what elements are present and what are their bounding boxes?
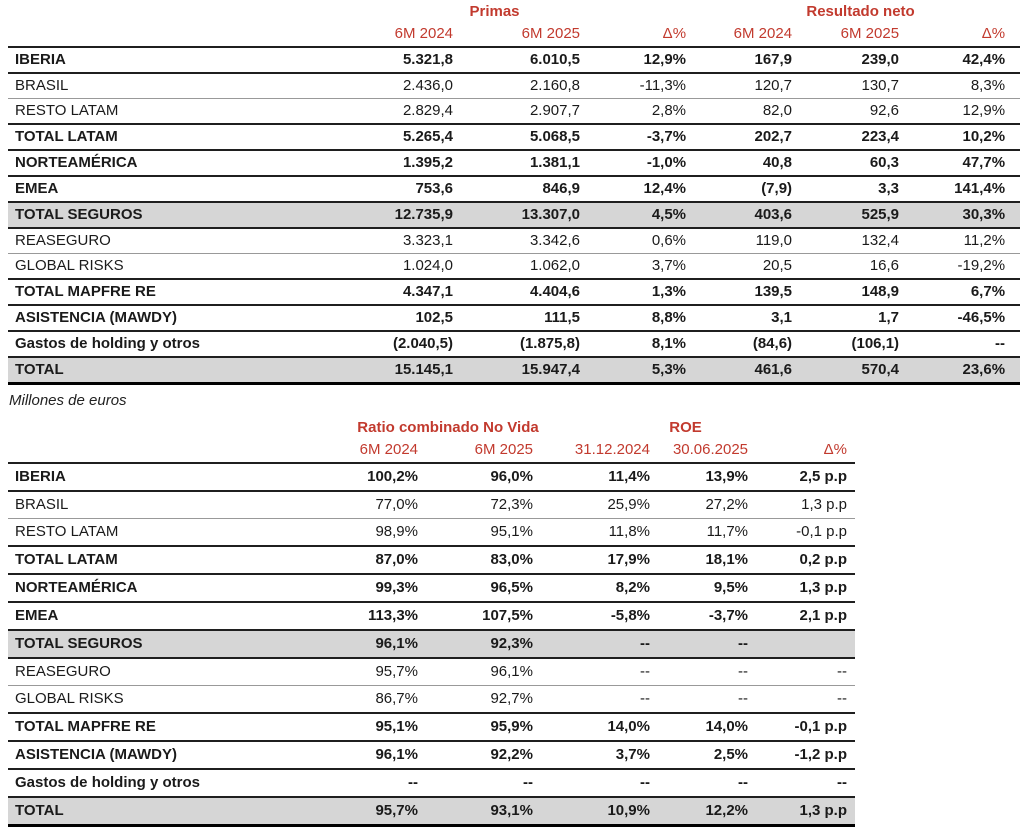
- value-cell: 14,0%: [548, 713, 665, 741]
- table-row-brasil: [8, 491, 855, 519]
- table-row-emea: [8, 602, 855, 630]
- row-label-column-header: [8, 438, 288, 463]
- table-row-gastos-de-holding-y-otros: [8, 331, 1020, 357]
- value-cell: 2,5 p.p: [763, 463, 855, 491]
- value-cell: 40,8: [701, 150, 807, 176]
- value-cell: 1.381,1: [468, 150, 595, 176]
- table-row-brasil: [8, 73, 1020, 99]
- value-cell: 86,7%: [288, 686, 433, 714]
- table-row-total: [8, 797, 855, 826]
- value-cell: 2.160,8: [468, 73, 595, 99]
- value-cell: 102,5: [288, 305, 468, 331]
- value-cell: --: [763, 686, 855, 714]
- value-cell: --: [548, 658, 665, 686]
- value-cell: 5.068,5: [468, 124, 595, 150]
- value-cell: -1,2 p.p: [763, 741, 855, 769]
- value-cell: 4.404,6: [468, 279, 595, 305]
- value-cell: 3,7%: [595, 254, 701, 280]
- value-cell: 141,4%: [914, 176, 1020, 202]
- column-header-6m-2025: 6M 2025: [468, 22, 595, 47]
- empty-group-header: [8, 418, 288, 438]
- value-cell: 47,7%: [914, 150, 1020, 176]
- value-cell: (7,9): [701, 176, 807, 202]
- value-cell: 6,7%: [914, 279, 1020, 305]
- value-cell: --: [665, 630, 763, 658]
- value-cell: 92,6: [807, 99, 914, 125]
- value-cell: 1,7: [807, 305, 914, 331]
- value-cell: 96,1%: [288, 741, 433, 769]
- table-row-resto-latam: [8, 99, 1020, 125]
- value-cell: 12,4%: [595, 176, 701, 202]
- row-label: EMEA: [8, 176, 288, 202]
- value-cell: 0,6%: [595, 228, 701, 254]
- value-cell: 92,2%: [433, 741, 548, 769]
- ratio-combinado-roe-table: [8, 418, 855, 827]
- value-cell: 3,7%: [548, 741, 665, 769]
- value-cell: --: [433, 769, 548, 797]
- value-cell: 15.145,1: [288, 357, 468, 384]
- row-label: EMEA: [8, 602, 288, 630]
- value-cell: 223,4: [807, 124, 914, 150]
- column-header-row: [8, 438, 855, 463]
- value-cell: 77,0%: [288, 491, 433, 519]
- value-cell: 12,9%: [914, 99, 1020, 125]
- empty-group-header: [8, 2, 288, 22]
- column-header-30-06-2025: 30.06.2025: [665, 438, 763, 463]
- row-label: ASISTENCIA (MAWDY): [8, 305, 288, 331]
- table-row-iberia: [8, 47, 1020, 73]
- value-cell: 11,4%: [548, 463, 665, 491]
- table-row-norteamerica: [8, 150, 1020, 176]
- row-label-column-header: [8, 22, 288, 47]
- value-cell: 3.323,1: [288, 228, 468, 254]
- value-cell: 111,5: [468, 305, 595, 331]
- primas-group-header: [288, 2, 701, 22]
- value-cell: 2,1 p.p: [763, 602, 855, 630]
- value-cell: 13,9%: [665, 463, 763, 491]
- value-cell: 18,1%: [665, 546, 763, 574]
- value-cell: 5.321,8: [288, 47, 468, 73]
- table-row-reaseguro: [8, 658, 855, 686]
- empty-group-header: [763, 418, 855, 438]
- group-header-label: Ratio combinado No Vida: [357, 419, 539, 436]
- table-row-total-seguros: [8, 630, 855, 658]
- value-cell: --: [548, 630, 665, 658]
- row-label: TOTAL LATAM: [8, 124, 288, 150]
- value-cell: -11,3%: [595, 73, 701, 99]
- value-cell: 148,9: [807, 279, 914, 305]
- value-cell: --: [763, 769, 855, 797]
- row-label: TOTAL MAPFRE RE: [8, 279, 288, 305]
- value-cell: 1,3 p.p: [763, 491, 855, 519]
- value-cell: 17,9%: [548, 546, 665, 574]
- value-cell: 23,6%: [914, 357, 1020, 384]
- value-cell: 3,1: [701, 305, 807, 331]
- table-row-total-seguros: [8, 202, 1020, 228]
- value-cell: 15.947,4: [468, 357, 595, 384]
- value-cell: 11,2%: [914, 228, 1020, 254]
- value-cell: 1.395,2: [288, 150, 468, 176]
- value-cell: 3.342,6: [468, 228, 595, 254]
- row-label: NORTEAMÉRICA: [8, 150, 288, 176]
- table-row-iberia: [8, 463, 855, 491]
- value-cell: 461,6: [701, 357, 807, 384]
- table-row-global-risks: [8, 686, 855, 714]
- value-cell: 8,1%: [595, 331, 701, 357]
- row-label: TOTAL LATAM: [8, 546, 288, 574]
- row-label: Gastos de holding y otros: [8, 331, 288, 357]
- primas-resultado-neto-table: [8, 2, 1020, 385]
- table-row-total-mapfre-re: [8, 279, 1020, 305]
- value-cell: 6.010,5: [468, 47, 595, 73]
- row-label: REASEGURO: [8, 658, 288, 686]
- value-cell: 92,3%: [433, 630, 548, 658]
- value-cell: 99,3%: [288, 574, 433, 602]
- column-header-31-12-2024: 31.12.2024: [548, 438, 665, 463]
- value-cell: 87,0%: [288, 546, 433, 574]
- value-cell: 2.829,4: [288, 99, 468, 125]
- value-cell: 16,6: [807, 254, 914, 280]
- table-row-asistencia-mawdy: [8, 305, 1020, 331]
- row-label: TOTAL SEGUROS: [8, 630, 288, 658]
- value-cell: 139,5: [701, 279, 807, 305]
- value-cell: 167,9: [701, 47, 807, 73]
- ratio-combinado-no-vida-group-header: [288, 418, 548, 438]
- row-label: ASISTENCIA (MAWDY): [8, 741, 288, 769]
- group-header-label: Primas: [469, 3, 520, 20]
- value-cell: 95,7%: [288, 797, 433, 826]
- row-label: TOTAL SEGUROS: [8, 202, 288, 228]
- value-cell: -0,1 p.p: [763, 713, 855, 741]
- value-cell: 3,3: [807, 176, 914, 202]
- value-cell: 1,3 p.p: [763, 574, 855, 602]
- value-cell: 96,1%: [433, 658, 548, 686]
- value-cell: 202,7: [701, 124, 807, 150]
- value-cell: 132,4: [807, 228, 914, 254]
- value-cell: --: [914, 331, 1020, 357]
- value-cell: 753,6: [288, 176, 468, 202]
- value-cell: 120,7: [701, 73, 807, 99]
- value-cell: 60,3: [807, 150, 914, 176]
- value-cell: 96,1%: [288, 630, 433, 658]
- value-cell: 8,8%: [595, 305, 701, 331]
- table-row-total-mapfre-re: [8, 713, 855, 741]
- value-cell: 107,5%: [433, 602, 548, 630]
- value-cell: 10,9%: [548, 797, 665, 826]
- value-cell: (84,6): [701, 331, 807, 357]
- roe-group-header: [548, 418, 763, 438]
- value-cell: --: [548, 769, 665, 797]
- row-label: NORTEAMÉRICA: [8, 574, 288, 602]
- value-cell: 27,2%: [665, 491, 763, 519]
- value-cell: 83,0%: [433, 546, 548, 574]
- table-row-total-latam: [8, 124, 1020, 150]
- group-header-row: [8, 418, 855, 438]
- column-header-6m-2024: 6M 2024: [288, 438, 433, 463]
- value-cell: 1.024,0: [288, 254, 468, 280]
- value-cell: --: [665, 769, 763, 797]
- column-header-6m-2025: 6M 2025: [807, 22, 914, 47]
- value-cell: 5,3%: [595, 357, 701, 384]
- value-cell: 2,5%: [665, 741, 763, 769]
- group-header-label: ROE: [669, 419, 702, 436]
- value-cell: --: [763, 658, 855, 686]
- value-cell: 113,3%: [288, 602, 433, 630]
- value-cell: 525,9: [807, 202, 914, 228]
- value-cell: 10,2%: [914, 124, 1020, 150]
- row-label: RESTO LATAM: [8, 519, 288, 547]
- table-row-total: [8, 357, 1020, 384]
- column-header-blank: Δ%: [595, 22, 701, 47]
- value-cell: 403,6: [701, 202, 807, 228]
- value-cell: -0,1 p.p: [763, 519, 855, 547]
- value-cell: --: [288, 769, 433, 797]
- value-cell: 11,7%: [665, 519, 763, 547]
- value-cell: 130,7: [807, 73, 914, 99]
- value-cell: (1.875,8): [468, 331, 595, 357]
- value-cell: 93,1%: [433, 797, 548, 826]
- table-row-asistencia-mawdy: [8, 741, 855, 769]
- value-cell: 13.307,0: [468, 202, 595, 228]
- value-cell: 30,3%: [914, 202, 1020, 228]
- value-cell: -3,7%: [595, 124, 701, 150]
- value-cell: 12,9%: [595, 47, 701, 73]
- value-cell: 5.265,4: [288, 124, 468, 150]
- value-cell: 119,0: [701, 228, 807, 254]
- row-label: TOTAL MAPFRE RE: [8, 713, 288, 741]
- value-cell: 42,4%: [914, 47, 1020, 73]
- table-row-global-risks: [8, 254, 1020, 280]
- value-cell: 11,8%: [548, 519, 665, 547]
- column-header-6m-2024: 6M 2024: [288, 22, 468, 47]
- row-label: Gastos de holding y otros: [8, 769, 288, 797]
- column-header-blank: Δ%: [763, 438, 855, 463]
- value-cell: 2.436,0: [288, 73, 468, 99]
- value-cell: 8,3%: [914, 73, 1020, 99]
- value-cell: 8,2%: [548, 574, 665, 602]
- value-cell: 12.735,9: [288, 202, 468, 228]
- value-cell: 4,5%: [595, 202, 701, 228]
- value-cell: 846,9: [468, 176, 595, 202]
- value-cell: 95,7%: [288, 658, 433, 686]
- value-cell: 4.347,1: [288, 279, 468, 305]
- table-row-resto-latam: [8, 519, 855, 547]
- value-cell: 2.907,7: [468, 99, 595, 125]
- value-cell: 2,8%: [595, 99, 701, 125]
- value-cell: 95,1%: [288, 713, 433, 741]
- value-cell: 1.062,0: [468, 254, 595, 280]
- value-cell: (2.040,5): [288, 331, 468, 357]
- value-cell: 12,2%: [665, 797, 763, 826]
- row-label: IBERIA: [8, 47, 288, 73]
- row-label: BRASIL: [8, 491, 288, 519]
- value-cell: 72,3%: [433, 491, 548, 519]
- row-label: BRASIL: [8, 73, 288, 99]
- value-cell: 14,0%: [665, 713, 763, 741]
- value-cell: 25,9%: [548, 491, 665, 519]
- table-row-norteamerica: [8, 574, 855, 602]
- column-header-row: [8, 22, 1020, 47]
- value-cell: 9,5%: [665, 574, 763, 602]
- value-cell: -5,8%: [548, 602, 665, 630]
- units-footnote: Millones de euros: [9, 392, 127, 409]
- column-header-6m-2025: 6M 2025: [433, 438, 548, 463]
- resultado-neto-group-header: [701, 2, 1020, 22]
- value-cell: 0,2 p.p: [763, 546, 855, 574]
- value-cell: (106,1): [807, 331, 914, 357]
- group-header-label: Resultado neto: [806, 3, 915, 20]
- value-cell: -46,5%: [914, 305, 1020, 331]
- row-label: TOTAL: [8, 357, 288, 384]
- row-label: GLOBAL RISKS: [8, 254, 288, 280]
- row-label: REASEGURO: [8, 228, 288, 254]
- value-cell: -19,2%: [914, 254, 1020, 280]
- row-label: GLOBAL RISKS: [8, 686, 288, 714]
- value-cell: --: [548, 686, 665, 714]
- value-cell: 1,3 p.p: [763, 797, 855, 826]
- value-cell: 96,0%: [433, 463, 548, 491]
- value-cell: 92,7%: [433, 686, 548, 714]
- value-cell: -1,0%: [595, 150, 701, 176]
- table-row-reaseguro: [8, 228, 1020, 254]
- value-cell: 570,4: [807, 357, 914, 384]
- value-cell: 20,5: [701, 254, 807, 280]
- value-cell: --: [665, 686, 763, 714]
- value-cell: 239,0: [807, 47, 914, 73]
- row-label: IBERIA: [8, 463, 288, 491]
- group-header-row: [8, 2, 1020, 22]
- table-row-emea: [8, 176, 1020, 202]
- value-cell: 95,1%: [433, 519, 548, 547]
- value-cell: [763, 630, 855, 658]
- value-cell: 98,9%: [288, 519, 433, 547]
- table-row-total-latam: [8, 546, 855, 574]
- value-cell: 95,9%: [433, 713, 548, 741]
- value-cell: 1,3%: [595, 279, 701, 305]
- value-cell: 100,2%: [288, 463, 433, 491]
- table-row-gastos-de-holding-y-otros: [8, 769, 855, 797]
- row-label: RESTO LATAM: [8, 99, 288, 125]
- value-cell: 96,5%: [433, 574, 548, 602]
- value-cell: 82,0: [701, 99, 807, 125]
- value-cell: --: [665, 658, 763, 686]
- row-label: TOTAL: [8, 797, 288, 826]
- column-header-6m-2024: 6M 2024: [701, 22, 807, 47]
- value-cell: -3,7%: [665, 602, 763, 630]
- column-header-blank: Δ%: [914, 22, 1020, 47]
